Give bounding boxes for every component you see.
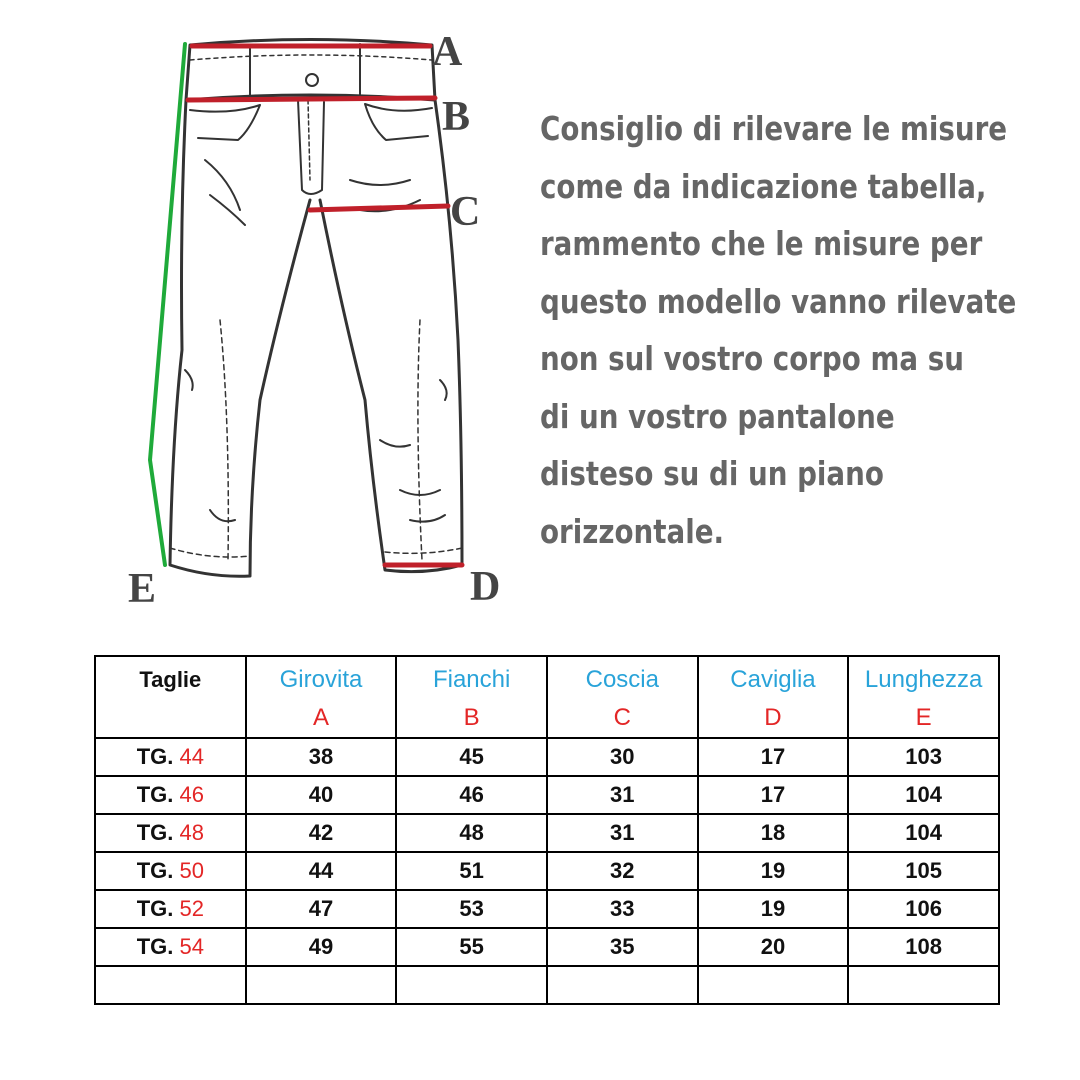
value-cell: 32: [547, 852, 698, 890]
value-cell: 55: [396, 928, 547, 966]
header-code: D: [764, 704, 782, 731]
header-taglie: [95, 656, 246, 738]
value-cell: 47: [246, 890, 397, 928]
header-coscia: [547, 656, 698, 738]
advice-line: rammento che le misure per: [540, 224, 983, 263]
value-cell: 20: [698, 928, 849, 966]
value-cell: 105: [848, 852, 999, 890]
empty-cell: [396, 966, 547, 1004]
header-girovita: [246, 656, 397, 738]
size-prefix: TG.: [136, 858, 174, 883]
size-cell: [95, 928, 246, 966]
empty-cell: [95, 966, 246, 1004]
value-cell: 35: [547, 928, 698, 966]
table-row-empty: [95, 966, 999, 1004]
pants-waistband: [186, 40, 435, 101]
size-table: [94, 655, 1000, 1005]
header-lunghezza: [848, 656, 999, 738]
value-cell: 40: [246, 776, 397, 814]
size-prefix: TG.: [136, 820, 174, 845]
value-cell: 17: [698, 776, 849, 814]
advice-line: come da indicazione tabella,: [540, 166, 987, 206]
advice-line: questo modello vanno rilevate: [540, 281, 1017, 321]
value-cell: 19: [698, 890, 849, 928]
table-row: [95, 928, 999, 966]
value-cell: 42: [246, 814, 397, 852]
size-number: 48: [179, 820, 204, 845]
label-c: C: [450, 189, 481, 235]
value-cell: 19: [698, 852, 849, 890]
value-cell: 18: [698, 814, 849, 852]
table-row: [95, 814, 999, 852]
value-cell: 30: [547, 738, 698, 776]
pants-right-leg: [320, 100, 462, 572]
size-prefix: TG.: [136, 896, 174, 921]
value-cell: 45: [396, 738, 547, 776]
value-cell: 51: [396, 852, 547, 890]
value-cell: 104: [848, 776, 999, 814]
size-number: 50: [179, 858, 204, 883]
table-row: [95, 852, 999, 890]
value-cell: 17: [698, 738, 849, 776]
label-e: E: [128, 566, 157, 612]
value-cell: 31: [547, 776, 698, 814]
value-cell: 106: [848, 890, 999, 928]
length-line-e: [150, 44, 185, 565]
table-row: [95, 890, 999, 928]
header-name: Caviglia: [730, 666, 816, 693]
size-number: 44: [179, 744, 204, 769]
pants-measurement-diagram: [110, 20, 510, 620]
measure-line-c: [310, 206, 448, 210]
value-cell: 53: [396, 890, 547, 928]
size-prefix: TG.: [136, 744, 174, 769]
measure-lines: [188, 46, 462, 565]
advice-line: di un vostro pantalone: [540, 396, 895, 436]
advice-line: non sul vostro corpo ma su: [540, 339, 964, 378]
value-cell: 31: [547, 814, 698, 852]
size-prefix: TG.: [136, 782, 174, 807]
label-a: A: [432, 29, 463, 75]
size-number: 54: [179, 934, 204, 959]
size-cell: [95, 852, 246, 890]
value-cell: 38: [246, 738, 397, 776]
header-name: Lunghezza: [864, 666, 983, 693]
size-cell: [95, 776, 246, 814]
measurement-advice-text: [540, 100, 1017, 560]
header-name: Girovita: [279, 666, 363, 693]
button-icon: [306, 74, 318, 86]
size-number: 52: [179, 896, 204, 921]
header-caviglia: [698, 656, 849, 738]
advice-line: disteso su di un piano: [540, 454, 884, 493]
advice-line: Consiglio di rilevare le misure: [540, 109, 1008, 148]
header-code: E: [915, 704, 932, 731]
value-cell: 33: [547, 890, 698, 928]
advice-line: orizzontale.: [540, 511, 725, 551]
size-prefix: TG.: [136, 934, 174, 959]
header-code: C: [613, 704, 631, 731]
label-b: B: [442, 94, 471, 140]
value-cell: 44: [246, 852, 397, 890]
size-number: 46: [179, 782, 204, 807]
empty-cell: [246, 966, 397, 1004]
table-row: [95, 776, 999, 814]
header-taglie-label: Taglie: [139, 667, 202, 692]
value-cell: 48: [396, 814, 547, 852]
empty-cell: [698, 966, 849, 1004]
measure-line-b: [188, 98, 435, 100]
header-name: Fianchi: [432, 666, 511, 693]
value-cell: 108: [848, 928, 999, 966]
pants-left-leg: [170, 100, 310, 576]
label-d: D: [470, 564, 501, 610]
value-cell: 46: [396, 776, 547, 814]
empty-cell: [848, 966, 999, 1004]
header-code: B: [463, 704, 480, 731]
value-cell: 103: [848, 738, 999, 776]
table-header-row: [95, 656, 999, 738]
header-name: Coscia: [585, 666, 659, 693]
header-fianchi: [396, 656, 547, 738]
value-cell: 104: [848, 814, 999, 852]
size-cell: [95, 738, 246, 776]
table-row: [95, 738, 999, 776]
size-cell: [95, 890, 246, 928]
empty-cell: [547, 966, 698, 1004]
value-cell: 49: [246, 928, 397, 966]
header-code: A: [312, 704, 329, 731]
size-cell: [95, 814, 246, 852]
